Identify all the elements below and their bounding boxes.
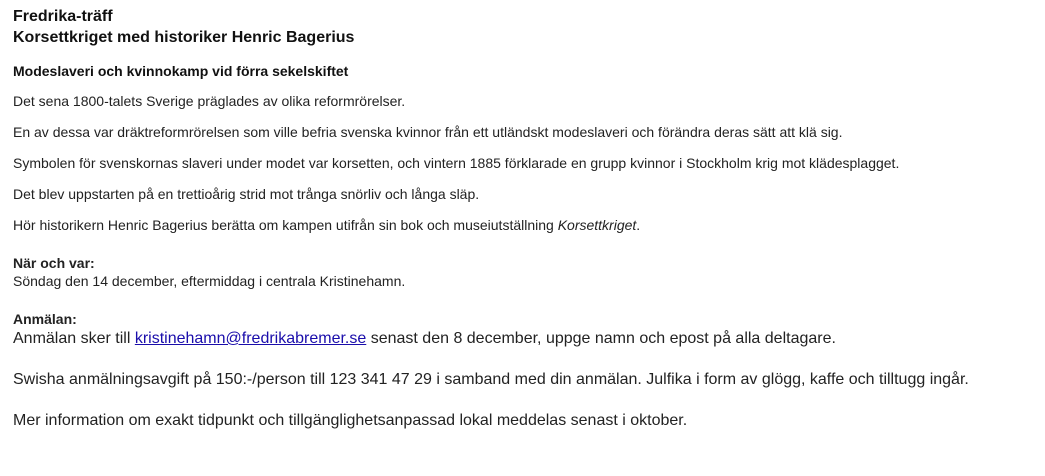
registration-text-prefix: Anmälan sker till [13, 330, 135, 347]
when-where-text: Söndag den 14 december, eftermiddag i centrala Kristinehamn. [13, 273, 406, 289]
payment-info: Swisha anmälningsavgift på 150:-/person till 123 341 47 29 i samband med din anmälan. Julfika i form av glögg, kaffe och tilltugg ingår. [13, 371, 969, 388]
intro-paragraph-3: Symbolen för svenskornas slaveri under modet var korsetten, och vintern 1885 förklarade en grupp kvinnor i Stockholm krig mot klädesplagget. [13, 155, 900, 171]
registration-text [13, 328, 1032, 349]
registration-text-suffix: senast den 8 december, uppge namn och epost på alla deltagare. [366, 330, 836, 347]
registration-label: Anmälan: [13, 311, 77, 327]
intro-paragraph-4: Det blev uppstarten på en trettioårig strid mot trånga snörliv och långa släp. [13, 186, 480, 202]
intro-paragraph-5 [13, 216, 1032, 234]
intro-paragraph-5-text: Hör historikern Henric Bagerius berätta om kampen utifrån sin bok och museiutställning [13, 217, 558, 233]
event-title: Fredrika-träff [13, 8, 113, 25]
more-info: Mer information om exakt tidpunkt och tillgänglighetsanpassad lokal meddelas senast i oktober. [13, 412, 688, 429]
registration-email-link[interactable]: kristinehamn@fredrikabremer.se [134, 330, 367, 347]
intro-paragraph-1: Det sena 1800-talets Sverige präglades av olika reformrörelser. [13, 93, 406, 109]
intro-heading: Modeslaveri och kvinnokamp vid förra sekelskiftet [13, 63, 349, 79]
book-title: Korsettkriget [557, 217, 637, 233]
event-subtitle: Korsettkriget med historiker Henric Bagerius [13, 29, 355, 46]
intro-paragraph-2: En av dessa var dräktreformrörelsen som ville befria svenska kvinnor från ett utländskt modeslaveri och förändra deras sätt att klä sig. [13, 124, 843, 140]
intro-paragraph-5-end: . [636, 217, 641, 233]
when-where-label: När och var: [13, 255, 95, 271]
